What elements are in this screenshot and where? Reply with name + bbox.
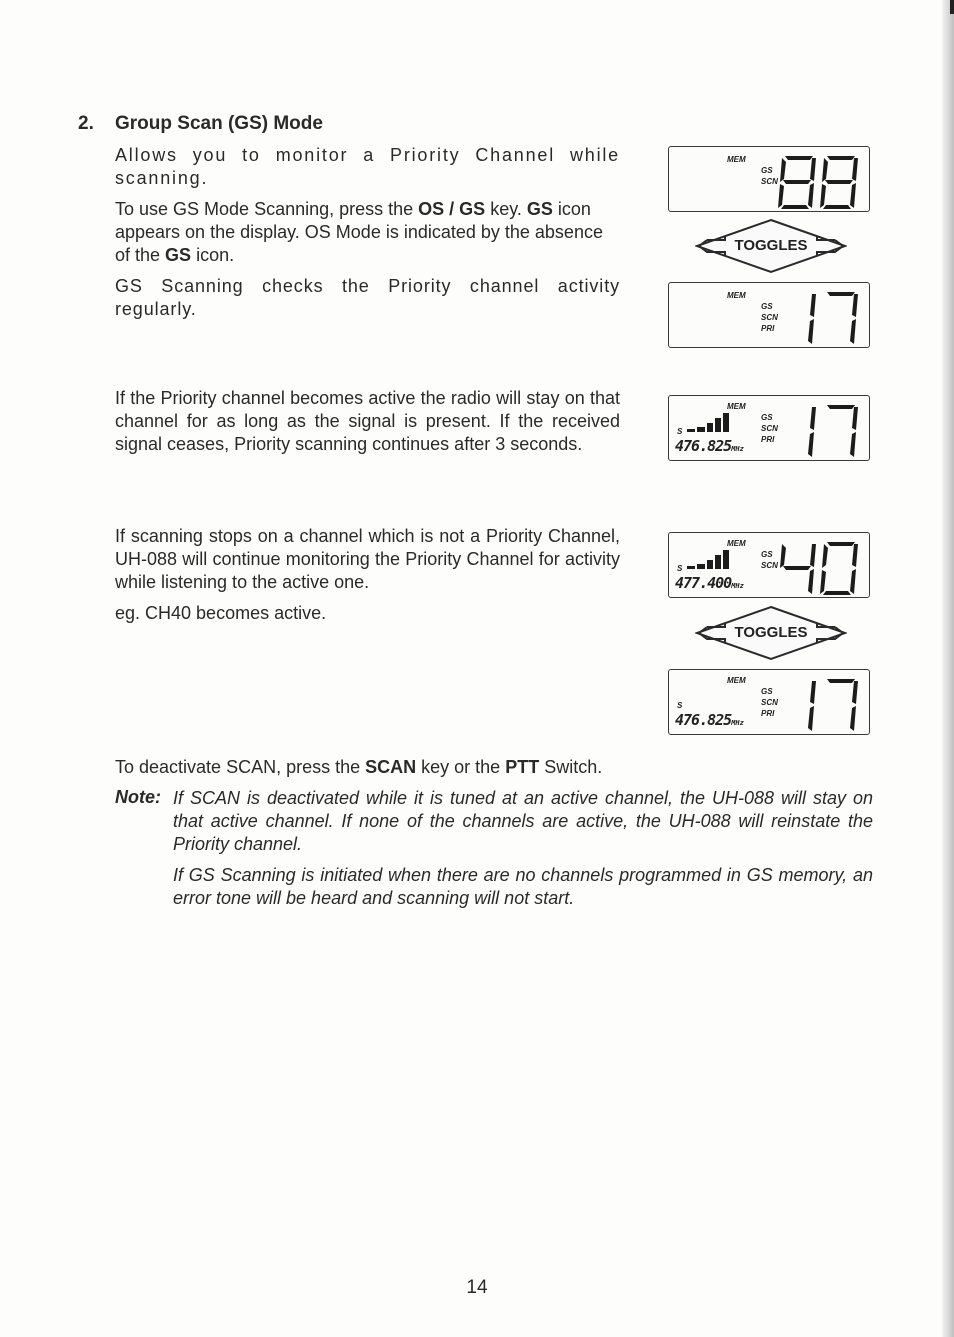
lcd-channel-digits [777,539,863,597]
lcd-display-channel-40: MEM GS SCN S 477.400MHz [668,532,870,598]
signal-strength-icon [687,412,733,434]
lcd-display-gs-scan: MEM GS SCN [668,146,870,212]
lcd-display-priority-return: MEM GS SCN PRI S 476.825MHz [668,669,870,735]
toggles-label: TOGGLES [734,237,808,254]
lcd-channel-digits [777,676,863,734]
paragraph-intro: Allows you to monitor a Priority Channel while scanning. [115,145,620,188]
paragraph-gs-key: To use GS Mode Scanning, press the OS / GS key. GS icon appears on the display. OS Mode is indicated by the absence of the GS icon. [115,199,603,265]
page-number: 14 [466,1277,488,1298]
page-edge-mark [950,0,954,14]
lcd-channel-digits [777,289,863,347]
toggles-label: TOGGLES [734,624,808,641]
paragraph-deactivate: To deactivate SCAN, press the SCAN key or the PTT Switch. [115,757,603,777]
section-number: 2. [78,113,94,134]
lcd-channel-digits [777,402,863,460]
section-title: Group Scan (GS) Mode [115,113,323,134]
toggles-arrow [695,605,847,661]
paragraph-non-priority: If scanning stops on a channel which is not a Priority Channel, UH-088 will continue monitoring the Priority Channel for activity while listening to the active one. [115,526,620,592]
note-label: Note: [115,787,161,807]
page-edge-shadow [942,0,954,1337]
paragraph-priority-check: GS Scanning checks the Priority channel activity regularly. [115,276,620,319]
note-body-2: If GS Scanning is initiated when there are no channels programmed in GS memory, an error tone will be heard and scanning will not start. [173,865,873,908]
frequency-readout: 476.825MHz [675,437,744,455]
lcd-channel-digits [777,153,863,211]
signal-strength-icon [687,549,733,571]
frequency-readout: 476.825MHz [675,711,744,729]
paragraph-priority-active: If the Priority channel becomes active the radio will stay on that channel for as long as the signal is present. If the received signal ceases, Priority scanning continues after 3 seconds. [115,388,620,454]
frequency-readout: 477.400MHz [675,574,744,592]
lcd-display-priority-active: MEM GS SCN PRI S 476.825MHz [668,395,870,461]
lcd-display-priority: MEM GS SCN PRI [668,282,870,348]
toggles-arrow [695,218,847,274]
note-body-1: If SCAN is deactivated while it is tuned at an active channel, the UH-088 will stay on that active channel. If none of the channels are active, the UH-088 will reinstate the Priority channel. [173,788,873,854]
paragraph-example: eg. CH40 becomes active. [115,603,327,623]
